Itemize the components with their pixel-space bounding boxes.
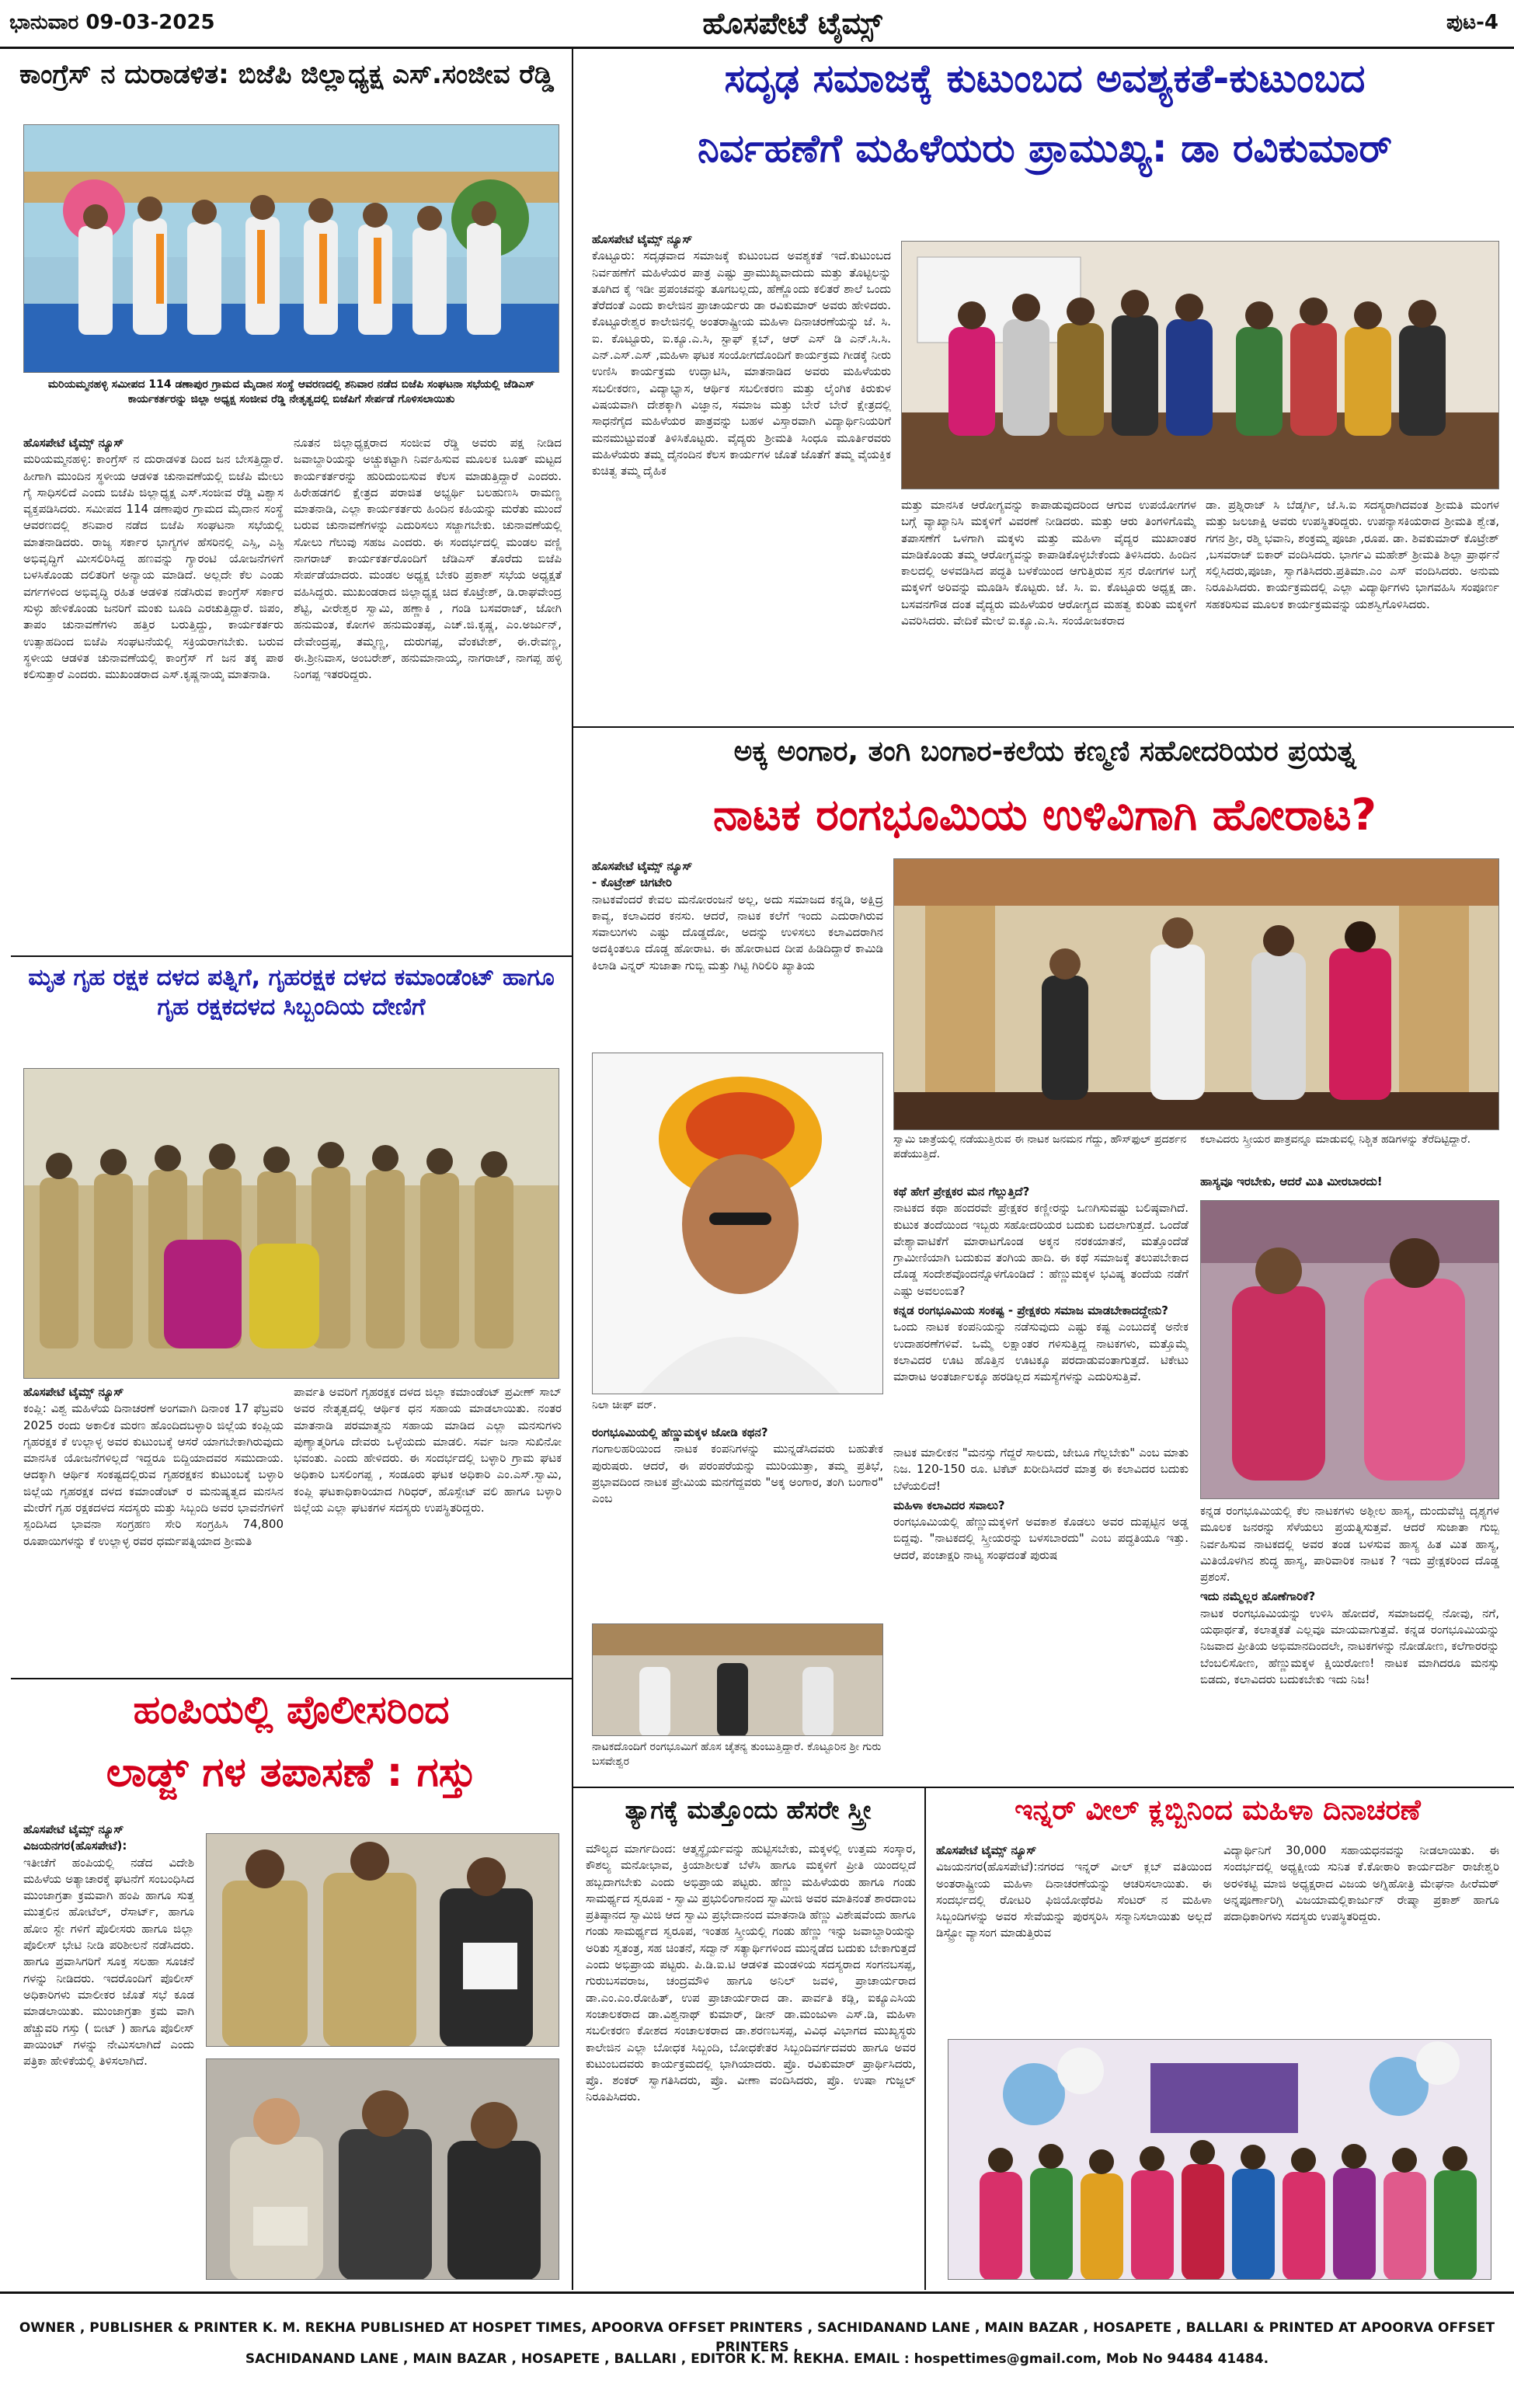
byline: ಹೊಸಪೇಟೆ ಟೈಮ್ಸ್ ನ್ಯೂಸ್ <box>592 859 693 873</box>
article-body-text: ಗಂಗಾಲಹರಿಯಿಂದ ನಾಟಕ ಕಂಪನಿಗಳನ್ನು ಮುನ್ನಡೆಸಿದವರು ಬಹುತೇಕ ಪುರುಷರು. ಆದರೆ, ಈ ಪರಂಪರೆಯನ್ನು ಮುರಿಯುತ್ತಾ, ತಮ್ಮ ಪ್ರತಿಭೆ, ಪ್ರಭಾವದಿಂದ ನಾಟಕ ಪ್ರೇಮಿಯ ಮನಗೆದ್ದವರು "ಅಕ್ಕ ಅಂಗಾರ, ತಂಗಿ ಬಂಗಾರ" ಎಂಬ <box>592 1442 883 1506</box>
photo-caption: ಸ್ವಾಮಿ ಜಾತ್ರೆಯಲ್ಲಿ ನಡೆಯುತ್ತಿರುವ ಈ ನಾಟಕ ಜನಮನ ಗೆದ್ದು, ಹೌಸ್‌ಫುಲ್ ಪ್ರದರ್ಶನ ಪಡೆಯುತ್ತಿದೆ. <box>893 1133 1187 1161</box>
subheading: ಇದು ನಮ್ಮೆಲ್ಲರ ಹೊಣೆಗಾರಿಕೆ? <box>1200 1589 1316 1604</box>
photo-caption: ಕಲಾವಿದರು ಸ್ತ್ರೀಯರ ಪಾತ್ರವನ್ನೂ ಮಾಡುವಲ್ಲಿ ನಿಶ್ಚಿತ ಹಡಿಗಳನ್ನು ತೆರೆದಿಟ್ಟಿದ್ದಾರೆ. <box>1200 1133 1471 1146</box>
newspaper-title: ಹೊಸಪೇಟೆ ಟೈಮ್ಸ್ <box>702 6 882 40</box>
news-photo <box>592 1623 883 1736</box>
article-body-text: ವಿದ್ಯಾರ್ಥಿನಿಗೆ 30,000 ಸಹಾಯಧನವನ್ನು ನೀಡಲಾಯಿತು. ಈ ಸಂದರ್ಭದಲ್ಲಿ ಅಧ್ಯಕ್ಷೀಯ ಸುನಿತ ಕೆ.ಕೋಠಾರಿ ಕಾರ್ಯದರ್ಶಿ ರಾಜೇಶ್ವರಿ ಅರಳಿಕಟ್ಟಿ ಮಾಜಿ ಅಧ್ಯಕ್ಷರಾದ ವಿಜಯ ಅಗ್ನಿಹೋತ್ರಿ ಮೇಘನಾ ಹೀರೆಮಠ್ ಅನ್ನಪೂರ್ಣಾರಿಗ್ಗಿ ವಿಜಯಾಮಲ್ಲಿಕಾರ್ಜುನ್ ರೇಷ್ಮಾ ಪ್ರಕಾಶ್ ಹಾಗೂ ಪದಾಧಿಕಾರಿಗಳು ಸದಸ್ಯರು ಉಪಸ್ಥಿತರಿದ್ದರು. <box>1223 1843 1499 1924</box>
issue-date: ಭಾನುವಾರ 09-03-2025 <box>9 11 215 34</box>
stage-performance-photo-image <box>894 859 1499 1130</box>
article-column-1 <box>23 1384 284 1710</box>
article-body-text: ನಾಟಕ ರಂಗಭೂಮಿಯನ್ನು ಉಳಿಸಿ ಹೋದರೆ, ಸಮಾಜದಲ್ಲಿ ನೋವು, ನಗೆ, ಯಥಾರ್ಥತೆ, ಕಲಾತ್ಮಕತೆ ಎಲ್ಲವೂ ಮಾಯವಾಗುತ್ತವೆ. ಕನ್ನಡ ರಂಗಭೂಮಿಯನ್ನು ನಿಜವಾದ ಪ್ರೀತಿಯ ಅಭಿಮಾನದಿಂದಲೇ, ನಾಟಕಗಳನ್ನು ನೋಡೋಣ, ಕಲೆಗಾರರನ್ನು ಬೆಂಬಲಿಸೋಣ, ಹೆಣ್ಣುಮಕ್ಕಳ ಕ್ಷಿಯಿರೋಣ! ನಾಟಕ ಮಾಗಿದರೂ ಮನಸ್ಸು ಬಿಡದು, ಕಲಾವಿದರು ಬದುಕಬೇಕು ಇದು ನಿಜ! <box>1200 1606 1499 1686</box>
headline-line-2: ನಿರ್ವಹಣೆಗೆ ಮಹಿಳೆಯರು ಪ್ರಾಮುಖ್ಯ: ಡಾ ರವಿಕುಮಾರ್ <box>698 126 1392 171</box>
sisters-photo-image <box>1201 1201 1499 1499</box>
news-photo <box>206 1833 559 2047</box>
footer-rule <box>0 2291 1514 2294</box>
byline: ಹೊಸಪೇಟೆ ಟೈಮ್ಸ್ ನ್ಯೂಸ್ <box>592 232 693 246</box>
photo-caption: ನಾಟಕದೊಂದಿಗೆ ರಂಗಭೂಮಿಗೆ ಹೊಸ ಚೈತನ್ಯ ತುಂಬುತ್ತಿದ್ದಾರೆ. ಕೊಟ್ಟೂರಿನ ಶ್ರೀ ಗುರು ಬಸವೇಶ್ವರ <box>592 1741 882 1768</box>
article-column-1 <box>23 435 284 948</box>
article-column-2 <box>294 1384 562 1710</box>
artist-portrait-photo-image <box>593 1053 883 1394</box>
article-body-text: ನಾಟಕ ಮಾಲೀಕನ "ಮನಸ್ಸು ಗೆದ್ದರೆ ಸಾಲದು, ಜೇಬೂ ಗೆಲ್ಲಬೇಕು" ಎಂಬ ಮಾತು ನಿಜ. 120-150 ರೂ. ಟಿಕೆಟ್ ಖರೀದಿಸಿದರೆ ಮಾತ್ರ ಈ ಕಲಾವಿದರ ಬದುಕು ಬೆಳೆಯಲಿದೆ! <box>893 1446 1189 1493</box>
author-name: - ಕೊಟ್ರೇಶ್ ಚಿಗಟೇರಿ <box>592 875 672 890</box>
news-photo <box>1200 1200 1499 1499</box>
article-column <box>586 1841 916 2284</box>
home-guard-photo-image <box>24 1069 559 1379</box>
headline: ಸದೃಢ ಸಮಾಜಕ್ಕೆ ಕುಟುಂಬದ ಅವಶ್ಯಕತೆ-ಕುಟುಂಬದ <box>724 56 1366 101</box>
subheading: ಕನ್ನಡ ರಂಗಭೂಮಿಯ ಸಂಕಷ್ಟ - ಪ್ರೇಕ್ಷಕರು ಸಮಾಜ ಮಾಡಬೇಕಾದದ್ದೇನು? <box>893 1303 1168 1318</box>
article-body-text: ನೂತನ ಜಿಲ್ಲಾಧ್ಯಕ್ಷರಾದ ಸಂಜೀವ ರೆಡ್ಡಿ ಅವರು ಪಕ್ಷ ನೀಡಿದ ಜವಾಬ್ದಾರಿಯನ್ನು ಅಚ್ಚುಕಟ್ಟಾಗಿ ನಿರ್ವಹಿಸುವ ಮೂಲಕ ಬೂತ್ ಮಟ್ಟದ ಕಾರ್ಯಕರ್ತರನ್ನು ಹುರಿದುಂಬಿಸುವ ಕೆಲಸ ಮಾಡುತ್ತಿದ್ದಾರೆ ಎಂದರು. ಹಿರೇಹಡಗಲಿ ಕ್ಷೇತ್ರದ ಪರಾಜಿತ ಅಭ್ಯರ್ಥಿ ಬಲಹುಣಸಿ ರಾಮಣ್ಣ ಮಾತನಾಡಿ, ಎಲ್ಲಾ ಕಾರ್ಯಕರ್ತರು ಹಿಂದಿನ ಕಹಿಯನ್ನು ಮರೆತು ಮುಂದೆ ಬರುವ ಚುನಾವಣೆಗಳನ್ನು ಎದುರಿಸಲು ಸಜ್ಜಾಗಬೇಕು. ಚುನಾವಣೆಯಲ್ಲಿ ಸೋಲು ಗೆಲುವು ಸಹಜ ಎಂದರು. ಈ ಸಂದರ್ಭದಲ್ಲಿ ಮಂಡಲ ವಣ್ಣಿ ನಾಗರಾಜ್ ಕಾರ್ಯಕರ್ತರೊಂದಿಗೆ ಜೆಡಿಎಸ್ ತೊರೆದು ಬಿಜೆಪಿ ಸೇರ್ಪಡೆಯಾದರು. ಮಂಡಲ ಅಧ್ಯಕ್ಷ ಬೇಕರಿ ಪ್ರಕಾಶ್ ಸಭೆಯ ಅಧ್ಯಕ್ಷತೆ ವಹಿಸಿದ್ದರು. ಮುಖಂಡರಾದ ಜಿಲ್ಲಾಧ್ಯಕ್ಷ ಚಿದ ಕೊಟ್ರೇಶ್, ಡಿ.ರಾಘವೇಂದ್ರ ಶೆಟ್ಟಿ, ವೀರೇಶ್ವರ ಸ್ವಾಮಿ, ಹಣ್ಣಾಕಿ , ಗಂಡಿ ಬಸವರಾಜ್, ಜೋಗಿ ಹನುಮಂತ, ಕೋಗಳಿ ಹನುಮಂತಪ್ಪ, ಎಚ್.ಜಿ.ಕೃಷ್ಣ, ಎಂ.ಅರ್ಜುನ್, ದೇವೇಂದ್ರಪ್ಪ, ತಮ್ಮಣ್ಣ, ದುರುಗಪ್ಪ, ವೆಂಕಟೇಶ್, ಈ.ರೇವಣ್ಣ, ಈ.ಶ್ರೀನಿವಾಸ, ಅಂಬರೇಶ್, ಹನುಮಾನಾಯ್ಕ, ನಾಗರಾಜ್, ನಾಗಪ್ಪ ಹಳ್ಳಿ ನಿಂಗಪ್ಪ ಇತರರಿದ್ದರು. <box>294 436 562 682</box>
headline: ತ್ಯಾಗಕ್ಕೆ ಮತ್ತೊಂದು ಹೆಸರೇ ಸ್ತ್ರೀ <box>625 1795 872 1825</box>
police-inspection-photo-image <box>207 1834 559 2047</box>
news-photo <box>23 1068 559 1379</box>
article-body-text: ಮತ್ತು ಮಾನಸಿಕ ಆರೋಗ್ಯವನ್ನು ಕಾಪಾಡುವುದರಿಂದ ಆಗುವ ಉಪಯೋಗಗಳ ಬಗ್ಗೆ ವ್ಯಾಖ್ಯಾನಿಸಿ ಮಕ್ಕಳಿಗೆ ವಿವರಣೆ ನೀಡಿದರು. ಮತ್ತು ಆರು ತಿಂಗಳಿಗೊಮ್ಮೆ ತಪಾಸಣೆಗೆ ಒಳಗಾಗಿ ಮಕ್ಕಳು ಮತ್ತು ಮಹಿಳಾ ವೈದ್ಯರ ಮುಖಾಂತರ ಮಾಡಿಕೊಂಡು ತಮ್ಮ ಆರೋಗ್ಯವನ್ನು ಕಾಪಾಡಿಕೊಳ್ಳಬೇಕೆಂದು ತಿಳಿಸಿದರು. ಹಿಂದಿನ ಕಾಲದಲ್ಲಿ ಅಳವಡಿಸಿದ ಪದ್ಧತಿ ಬಳಕೆಯಿಂದ ಆಗುತ್ತಿರುವ ಸ್ತನ ರೋಗಗಳ ಬಗ್ಗೆ ಮಕ್ಕಳಿಗೆ ಅರಿವನ್ನು ಮೂಡಿಸಿ ಕೊಟ್ಟರು. ಜೆ. ಸಿ. ಐ. ಕೊಟ್ಟೂರು ಅಧ್ಯಕ್ಷ ಡಾ. ಬಸವನಗೌಡ ದಂತ ವೈದ್ಯರು ಮಹಿಳೆಯರ ಆರೋಗ್ಯದ ಮಹತ್ವ ಕುರಿತು ಮಕ್ಕಳಿಗೆ ವಿವರಿಸಿದರು. ವೇದಿಕೆ ಮೇಲೆ ಐ.ಕ್ಯೂ.ಎ.ಸಿ. ಸಂಯೋಜಕರಾದ <box>901 498 1196 628</box>
column-divider <box>572 49 573 2290</box>
article-column <box>893 1181 1189 1437</box>
article-body-text: ಇತೀಚೆಗೆ ಹಂಪಿಯಲ್ಲಿ ನಡೆದ ವಿದೇಶಿ ಮಹಿಳೆಯ ಅತ್ಯಾಚಾರಕ್ಕೆ ಘಟನೆಗೆ ಸಂಬಂಧಿಸಿದ ಮುಂಜಾಗ್ರತಾ ಕ್ರಮವಾಗಿ ಹಂಪಿ ಹಾಗೂ ಸುತ್ತ ಮುತ್ತಲಿನ ಹೋಟೆಲ್, ರೆಸಾರ್ಟ್, ಹಾಗೂ ಹೋಂ ಸ್ಟೇ ಗಳಿಗೆ ಪೊಲೀಸರು ಹಾಗೂ ಜಿಲ್ಲಾ ಪೊಲೀಸ್ ಭೇಟಿ ನೀಡಿ ಪರಿಶೀಲನೆ ನಡೆಸಿದರು. ಹಾಗೂ ಪ್ರವಾಸಿಗರಿಗೆ ಸೂಕ್ತ ಸಲಹಾ ಸೂಚನೆ ಗಳನ್ನು ನೀಡಿದರು. ಇದರೊಂದಿಗೆ ಪೊಲೀಸ್ ಅಧಿಕಾರಿಗಳು ಮಾಲೀಕರ ಜೊತೆ ಸಭೆ ಕೂಡ ಮಾಡಲಾಯಿತು. ಮುಂಜಾಗ್ರತಾ ಕ್ರಮ ವಾಗಿ ಹೆಚ್ಚುವರಿ ಗಸ್ತು ( ಬೀಟ್ ) ಹಾಗೂ ಪೊಲೀಸ್ ಪಾಯಿಂಟ್ ಗಳನ್ನು ನೇಮಿಸಲಾಗಿದೆ ಎಂದು ಪತ್ರಿಕಾ ಹೇಳಿಕೆಯಲ್ಲಿ ತಿಳಿಸಲಾಗಿದೆ. <box>23 1855 194 2069</box>
subheading: ಹಾಸ್ಯವೂ ಇರಬೇಕು, ಆದರೆ ಮಿತಿ ಮೀರಬಾರದು! <box>1200 1174 1383 1188</box>
dateline: ವಿಜಯನಗರ(ಹೊಸಪೇಟೆ): <box>23 1839 127 1853</box>
photo-caption: ನಿಲಾ ಚೀಫ್ ವರ್. <box>592 1399 657 1411</box>
article-column-1 <box>936 1843 1212 2029</box>
news-photo <box>206 2058 559 2280</box>
byline: ಹೊಸಪೇಟೆ ಟೈಮ್ಸ್ ನ್ಯೂಸ್ <box>936 1843 1037 1857</box>
section-rule <box>573 726 1514 728</box>
article-body-text: ಒಂದು ನಾಟಕ ಕಂಪನಿಯನ್ನು ನಡೆಸುವುದು ಎಷ್ಟು ಕಷ್ಟ ಎಂಬುದಕ್ಕೆ ಅನೇಕ ಉದಾಹರಣೆಗಳಿವೆ. ಒಮ್ಮೆ ಲಕ್ಷಾಂತರ ಗಳಿಸುತ್ತಿದ್ದ ನಾಟಕಗಳು, ಮತ್ತೊಮ್ಮೆ ಕಲಾವಿದರ ಊಟ ಹೊತ್ತಿನ ಊಟಕ್ಕೂ ಪರದಾಡುವಂತಾಗುತ್ತದೆ. ಟಿಕೇಟು ಮಾರಾಟ ಅಂತರ್ಜಾಲಕ್ಕೂ ಹರಡಿಲ್ಲದ ಸಮಸ್ಯೆಗಳನ್ನು ಎದುರಿಸುತ್ತಿವೆ. <box>893 1320 1189 1384</box>
subheading: ಕಥೆ ಹೇಗೆ ಪ್ರೇಕ್ಷಕರ ಮನ ಗೆಲ್ಲುತ್ತಿದೆ? <box>893 1185 1030 1199</box>
imprint-line-1: OWNER , PUBLISHER & PRINTER K. M. REKHA PUBLISHED AT HOSPET TIMES, APOORVA OFFSET PRINTERS , SACHIDANAND LANE , MAIN BAZAR , HOSAPETE , BALLARI & PRINTED AT APOORVA OFFSET PRINTERS , <box>19 2320 1495 2355</box>
imprint-line-2: SACHIDANAND LANE , MAIN BAZAR , HOSAPETE , BALLARI , EDITOR K. M. REKHA. EMAIL : hospettimes@gmail.com, Mob No 94484 41484. <box>245 2351 1269 2367</box>
article-body-text: ಕೊಟ್ಟೂರು: ಸದೃಢವಾದ ಸಮಾಜಕ್ಕೆ ಕುಟುಂಬದ ಅವಶ್ಯಕತೆ ಇದೆ.ಕುಟುಂಬದ ನಿರ್ವಹಣೆಗೆ ಮಹಿಳೆಯರ ಪಾತ್ರ ಎಷ್ಟು ಪ್ರಾಮುಖ್ಯವಾದುದು ಮತ್ತು ತೊಟ್ಟಿಲನ್ನು ತೂಗಿದ ಕೈ ಇಡೀ ಪ್ರಪಂಚವನ್ನು ತೂಗಬಲ್ಲದು, ಹೆಣ್ಣೊಂದು ಕಲಿತರೆ ಶಾಲೆ ಒಂದು ತೆರೆದಂತೆ ಎಂದು ಕಾಲೇಜಿನ ಪ್ರಾಚಾರ್ಯರು ಡಾ ರವಿಕುಮಾರ್ ಅವರು ಹೇಳಿದರು. ಕೊಟ್ಟೂರೇಶ್ವರ ಕಾಲೇಜಿನಲ್ಲಿ ಅಂತರಾಷ್ಟ್ರೀಯ ಮಹಿಳಾ ದಿನಾಚರಣೆಯನ್ನು ಜೆ. ಸಿ. ಐ. ಕೊಟ್ಟೂರು, ಐ.ಕ್ಯೂ.ಎ.ಸಿ, ಸ್ಟಾಫ್ ಕ್ಲಬ್, ಆರ್ ಎಸ್ ಡಿ ಎನ್.ಸಿ.ಸಿ. ಎನ್.ಎಸ್.ಎಸ್ ,ಮಹಿಳಾ ಘಟಕ ಸಂಯೋಗದೊಂದಿಗೆ ಕಾರ್ಯಕ್ರಮ ಗೀಡಕ್ಕೆ ನೀರು ಉಣಿಸಿ ಕಾರ್ಯಕ್ರಮ ಉದ್ಘಾಟಿಸಿ, ಮಾತನಾಡಿದ ಅವರು ಮಹಿಳೆಯರು ಸಬಲೀಕರಣ, ವಿದ್ಯಾಭ್ಯಾಸ, ಆರ್ಥಿಕ ಸಬಲೀಕರಣ ಮತ್ತು ಲೈಂಗಿಕ ಕಿರುಕುಳ ವಿಷಯವಾಗಿ ದೇಶಕ್ಕಾಗಿ ವಿಜ್ಞಾನ, ಸಮಾಜ ಮತ್ತು ಬೇರೆ ಬೇರೆ ಕ್ಷೇತ್ರದಲ್ಲಿ ಸಾಧನೆಗೈದ ಮಹಿಳೆಯರ ಪಾತ್ರವನ್ನು ಬಹಳ ವಿಸ್ತಾರವಾಗಿ ವಿದ್ಯಾರ್ಥಿನಿಯರಿಗೆ ಮನಮುಟ್ಟುವಂತೆ ತಿಳಿಸಿಕೊಟ್ಟರು. ವೈದ್ಯರು ಶ್ರೀಮತಿ ಸಿಂಧೂ ಮೂರ್ತಿರವರು ಮಹಿಳೆಯರು ತಮ್ಮ ದೈನಂದಿನ ಕೆಲಸ ಕಾರ್ಯಗಳ ಜೊತೆ ಜೊತೆಗೆ ತಮ್ಮ ವೈಯಕ್ತಿಕ ಕುಚಿತ್ವ ತಮ್ಮ ದೈಹಿಕ <box>592 249 891 478</box>
article-body-text: ಕನ್ನಡ ರಂಗಭೂಮಿಯಲ್ಲಿ ಕೆಲ ನಾಟಕಗಳು ಅಶ್ಲೀಲ ಹಾಸ್ಯ, ದುಂದುವೆಚ್ಚಿ ದೃಶ್ಯಗಳ ಮೂಲಕ ಜನರನ್ನು ಸೆಳೆಯಲು ಪ್ರಯತ್ನಿಸುತ್ತವೆ. ಆದರೆ ಸುಜಾತಾ ಗುಬ್ಬಿ ನಿರ್ವಹಿಸುವ ನಾಟಕದಲ್ಲಿ ಅವರ ತಂಡ ಬಳಸುವ ಹಾಸ್ಯ ಹಿತ ಮಿತ ಹಾಸ್ಯ, ಮಿತಿಯೊಳಗಿನ ಶುದ್ಧ ಹಾಸ್ಯ, ಪಾರಿವಾರಿಕ ನಾಟಕ ? ಇದು ಪ್ರೇಕ್ಷಕರಿಂದ ದೊಡ್ಡ ಪ್ರಶಂಸೆ. <box>1200 1504 1499 1585</box>
byline: ಹೊಸಪೇಟೆ ಟೈಮ್ಸ್ ನ್ಯೂಸ್ <box>23 436 124 450</box>
section-rule <box>573 1787 1514 1788</box>
article-column-1 <box>23 1822 194 2280</box>
photo-caption: ಮರಿಯಮ್ಮನಹಳ್ಳಿ ಸಮೀಪದ 114 ಡಣಾಪುರ ಗ್ರಾಮದ ಮೈದಾನ ಸಂಸ್ಥೆ ಆವರಣದಲ್ಲಿ ಶನಿವಾರ ನಡೆದ ಬಿಜೆಪಿ ಸಂಘಟನಾ ಸಭೆಯಲ್ಲಿ ಜೆಡಿಎಸ್ ಕಾರ್ಯಕರ್ತರನ್ನು ಜಿಲ್ಲಾ ಅಧ್ಯಕ್ಷ ಸಂಜೀವ ರೆಡ್ಡಿ ನೇತೃತ್ವದಲ್ಲಿ ಬಿಜೆಪಿಗೆ ಸೇರ್ಪಡೆ ಗೊಳಿಸಲಾಯಿತು <box>47 378 535 405</box>
article-column-2 <box>294 435 562 948</box>
article-body-text: ಮೌಲ್ಯದ ಮಾರ್ಗದಿಂದ: ಆತ್ಮಸ್ಥೈರ್ಯವನ್ನು ಹುಟ್ಟಿಸಬೇಕು, ಮಕ್ಕಳಲ್ಲಿ ಉತ್ತಮ ಸಂಸ್ಕಾರ, ಕೌಶಲ್ಯ ಮನೋಭಾವ, ಕ್ರಿಯಾಶೀಲತೆ ಬೆಳೆಸಿ ಹಾಗೂ ಮಕ್ಕಳಿಗೆ ಪ್ರೀತಿ ಯಿಂದಲ್ಲದೆ ಹಬ್ಬದಾಗಬೇಕು ಎಂದು ಅಭಿಪ್ರಾಯ ಪಟ್ಟರು. ಹೆಣ್ಣು ಮಹಿಳೆಯರು ಹಾಗೂ ಗಂಡು ಸಾಮರ್ಥ್ಯದ ಸ್ವರೂಪ - ಸ್ವಾಮಿ ಪ್ರಭುಲಿಂಗಾನಂದ ಸ್ವಾಮೀಜಿ ಅವರ ಮಾತಿನಂತೆ ಶಾರದಾಂಬ ಪ್ರತಿಷ್ಠಾನದ ಸ್ವಾಮಿಜಿ ಆದ ಸ್ವಾಮಿ ಪ್ರಭೇದಾನಂದ ಮಾತನಾಡಿ ಹೆಣ್ಣು ವಿಶೇಷವೆಂದು ಹಾಗೂ ಗಂಡು ಸಾಮರ್ಥ್ಯದ ಸ್ವರೂಪ, ಇಂತಹ ಸ್ತ್ರೀಯಲ್ಲಿ ಗಂಡು ಹೆಣ್ಣು ಇನ್ನು ಜವಾಬ್ದಾರಿಯನ್ನು ಅರಿತು ಸ್ವತಂತ್ರ, ಸಹ ಚಿಂತನೆ, ಸದ್ವಾನ್ ಸತ್ಯಾರ್ಥಿಗಳಿಂದ ಮುನ್ನಡೆದ ಬದುಕು ಬೇಕಾಗುತ್ತದೆ ಎಂದು ಅಭಿಪ್ರಾಯ ಪಟ್ಟರು. ಪಿ.ಡಿ.ಐ.ಟಿ ಆಡಳಿತ ಮಂಡಳಿಯ ಸದಸ್ಯರಾದ ಸಂಗನಬಸಪ್ಪ, ಗುರುಬಸವರಾಜ, ಚಂದ್ರಮೌಳಿ ಹಾಗೂ ಅನಿಲ್ ಜವಳಿ, ಪ್ರಾಚಾರ್ಯರಾದ ಡಾ.ಎಂ.ಎಂ.ರೋಹಿತ್, ಉಪ ಪ್ರಾಚಾರ್ಯರಾದ ಡಾ. ಪಾರ್ವತಿ ಕಡ್ಲಿ, ಐಕ್ಯೂಎಸಿಯ ಸಂಚಾಲಕರಾದ ಡಾ.ವಿಶ್ವನಾಥ್ ಕುಮಾರ್, ಡೀನ್ ಡಾ.ಮಂಜುಳಾ ಎಸ್.ಡಿ, ಮಹಿಳಾ ಸಬಲೀಕರಣ ಕೋಶದ ಸಂಚಾಲಕರಾದ ಡಾ.ಶರಣಬಸಪ್ಪ, ವಿವಿಧ ವಿಭಾಗದ ಮುಖ್ಯಸ್ಥರು ಕಾಲೇಜಿನ ಎಲ್ಲಾ ಬೋಧಕ ಸಿಬ್ಬಂದಿ, ಬೋಧಕೇತರ ಸಿಬ್ಬಂದಿವರ್ಗದವರು ಹಾಗೂ ಅವರ ಕುಟುಂಬದವರು ಕಾರ್ಯಕ್ರಮದಲ್ಲಿ ಭಾಗಿಯಾದರು. ಪ್ರೊ. ರವಿಕುಮಾರ್ ಪ್ರಾರ್ಥಿಸಿದರು, ಪ್ರೊ. ಶಂಕರ್ ಸ್ವಾಗತಿಸಿದರು, ಪ್ರೊ. ವೀಣಾ ವಂದಿಸಿದರು, ಪ್ರೊ. ಉಷಾ ಗುಜ್ಜಲ್ ನಿರೂಪಿಸಿದರು. <box>586 1842 916 2104</box>
section-rule <box>11 955 572 957</box>
headline-line-2: ಲಾಡ್ಜ್ ಗಳ ತಪಾಸಣೆ : ಗಸ್ತು <box>106 1749 477 1796</box>
article-column-2 <box>1223 1843 1499 2029</box>
news-photo <box>901 241 1499 489</box>
article-body-text: ಕಂಪ್ಲಿ: ವಿಶ್ವ ಮಹಿಳೆಯ ದಿನಾಚರಣೆ ಅಂಗವಾಗಿ ದಿನಾಂಕ 17 ಫೆಬ್ರವರಿ 2025 ರಂದು ಅಕಾಲಿಕ ಮರಣ ಹೊಂದಿದಬಳ್ಳಾರಿ ಜಿಲ್ಲೆಯ ಕಂಪ್ಲಿಯ ಗೃಹರಕ್ಷಕ ಕೆ ಉಲ್ಲಾಳ್ಳ ಅವರ ಕುಟುಂಬಕ್ಕೆ ಆಸರೆ ಯಾಗಬೇಕಾಗಿರುವುದು ಮಾನಸಿಕ ಯೋಜನೆಗಳಿಲ್ಲದೆ ಇದ್ದರೂ ಬಿದ್ದಿಯಾದವರ ಸಮುದಾಯ. ಆದಕ್ಕಾಗಿ ಆರ್ಥಿಕ ಸಂಕಷ್ಟದಲ್ಲಿರುವ ಗೃಹರಕ್ಷಕನ ಕುಟುಂಬಕ್ಕೆ ಬಳ್ಳಾರಿ ಜಿಲ್ಲೆಯ ಗೃಹರಕ್ಷಕ ದಳದ ಕಮಾಂಡೆಂಟ್ ರ ಮನುಷ್ಯತ್ವದ ಮನಸಿನ ಮೇರೆಗೆ ಗೃಹ ರಕ್ಷಕದಳದ ಸದಸ್ಯರು ಮತ್ತು ಸಿಬ್ಬಂದಿ ಅವರ ಭಾವನೆಗಳಿಗೆ ಸ್ಪಂದಿಸಿದ ಭಾವನಾ ಸಂಗ್ರಹಣ ಸೇರಿ ಸಂಗ್ರಹಿಸಿ 74,800 ರೂಪಾಯಿಗಳನ್ನು ಕೆ ಉಲ್ಲಾಳ್ಳ ರವರ ಧರ್ಮಪತ್ನಿಯಾದ ಶ್ರೀಮತಿ <box>23 1401 284 1548</box>
headline: ಮೃತ ಗೃಹ ರಕ್ಷಕ ದಳದ ಪತ್ನಿಗೆ, ಗೃಹರಕ್ಷಕ ದಳದ ಕಮಾಂಡೆಂಟ್ ಹಾಗೂ ಗೃಹ ರಕ್ಷಕದಳದ ಸಿಬ್ಬಂದಿಯ ದೇಣಿಗೆ <box>28 964 555 1021</box>
article-body-text: ಮರಿಯಮ್ಮನಹಳ್ಳಿ: ಕಾಂಗ್ರೆಸ್ ನ ದುರಾಡಳಿತ ದಿಂದ ಜನ ಬೇಸತ್ತಿದ್ದಾರೆ. ಹೀಗಾಗಿ ಮುಂದಿನ ಸ್ಥಳೀಯ ಆಡಳಿತ ಚುನಾವಣೆಯಲ್ಲಿ ಬಿಜೆಪಿ ಮೇಲು ಗೈ ಸಾಧಿಸಲಿದೆ ಎಂದು ಬಿಜೆಪಿ ಜಿಲ್ಲಾಧ್ಯಕ್ಷ ಎಸ್.ಸಂಜೀವ ರೆಡ್ಡಿ ವಿಶ್ವಾಸ ವ್ಯಕ್ತಪಡಿಸಿದರು. ಸಮೀಪದ 114 ಡಣಾಪುರ ಗ್ರಾಮದ ಮೈದಾನ ಸಂಸ್ಥೆ ಆವರಣದಲ್ಲಿ ಶನಿವಾರ ನಡೆದ ಬಿಜೆಪಿ ಸಂಘಟನಾ ಸಭೆಯಲ್ಲಿ ಮಾತನಾಡಿದರು. ರಾಜ್ಯ ಸರ್ಕಾರ ಭಾಗ್ಯಗಳ ಹೆಸರಿನಲ್ಲಿ ಎಸ್ಸಿ, ಎಸ್ಟಿ ಅಭಿವೃದ್ಧಿಗೆ ಮೀಸಲಿರಿಸಿದ್ದ ಹಣವನ್ನು ಗ್ಯಾರಂಟಿ ಯೋಜನೆಗಳಿಗೆ ಬಳಸಿಕೊಂಡು ದಲಿತರಿಗೆ ಅನ್ಯಾಯ ಮಾಡಿದೆ. ಅಲ್ಲದೇ ಕೆಲ ಎಂಡು ವರ್ಗಗಳಿಂದ ಅಭಿವೃದ್ಧಿ ರಹಿತ ಆಡಳಿತ ನಡೆಸಿರುವ ಕಾಂಗ್ರೆಸ್ ಸರ್ಕಾರ ಸುಳ್ಳು ಹೇಳಿಕೊಂಡು ಜನರಿಗೆ ಮಂಕು ಬೂದಿ ಎರಚುತ್ತಿದ್ದಾರೆ. ಜಿಪಂ, ತಾಪಂ ಚುನಾವಣೆಗಳು ಹತ್ತಿರ ಬರುತ್ತಿದ್ದು, ಕಾರ್ಯಕರ್ತರು ಉತ್ಸಾಹದಿಂದ ಬಿಜೆಪಿ ಸಂಘಟನೆಯಲ್ಲಿ ಸಕ್ರಿಯರಾಗಬೇಕು. ಬರುವ ಸ್ಥಳೀಯ ಆಡಳಿತ ಚುನಾವಣೆಯಲ್ಲಿ ಕಾಂಗ್ರೆಸ್ ಗೆ ಜನ ತಕ್ಕ ಪಾಠ ಕಲಿಸುತ್ತಾರೆ ಎಂದರು. ಮುಖಂಡರಾದ ಎಸ್.ಕೃಷ್ಣನಾಯ್ಕ ಮಾತನಾಡಿ. <box>23 452 284 682</box>
column-divider <box>924 1788 926 2290</box>
byline: ಹೊಸಪೇಟೆ ಟೈಮ್ಸ್ ನ್ಯೂಸ್ <box>23 1822 124 1836</box>
article-column <box>1200 1503 1499 1779</box>
tourist-checking-photo-image <box>207 2059 559 2280</box>
article-intro <box>592 858 883 1045</box>
headline: ಕಾಂಗ್ರೆಸ್ ನ ದುರಾಡಳಿತ: ಬಿಜೆಪಿ ಜಿಲ್ಲಾಧ್ಯಕ್ಷ ಎಸ್.ಸಂಜೀವ ರೆಡ್ಡಿ <box>19 59 554 90</box>
article-body-text: ರಂಗಭೂಮಿಯಲ್ಲಿ ಹೆಣ್ಣುಮಕ್ಕಳಿಗೆ ಅವಕಾಶ ಕೊಡಲು ಅವರ ದುಪ್ಪಟ್ಟಿನ ಅಡ್ಡ ಬಿದ್ದವು. "ನಾಟಕದಲ್ಲಿ ಸ್ತ್ರೀಯರನ್ನು ಬಳಸಬಾರದು" ಎಂಬ ಪದ್ಧತಿಯೂ ಇತ್ತು. ಆದರೆ, ಪಂಚಾಕ್ಷರಿ ನಾಟ್ಯ ಸಂಘದಂತೆ ಪುರುಷ <box>893 1515 1189 1562</box>
article-body-text: ಡಾ. ಪ್ರಶ್ನಿರಾಜ್ ಸಿ ಬೆಡ್ಕರ್ಗಿ, ಜೆ.ಸಿ.ಐ ಸದಸ್ಯರಾಗಿದವಂತ ಶ್ರೀಮತಿ ಮಂಗಳ ಮತ್ತು ಜಲಜಾಕ್ಷಿ ಅವರು ಉಪಸ್ಥಿತರಿದ್ದರು. ಉಪನ್ಯಾಸಕಿಯರಾದ ಶ್ರೀಮತಿ ಶ್ವೇತ, ಗಗನ ಶ್ರೀ, ರಶ್ಮಿ ಭವಾನಿ, ಶಂಕ್ರಮ್ಮ ಪೂಜಾ ,ರೂಪ. ಡಾ. ಶಿವಕುಮಾರ್ ಕೊಟ್ರೇಶ್ ,ಬಸವರಾಜ್ ಬಿಕಾರ್ ವಂದಿಸಿದರು. ಭಾರ್ಗವಿ ಮಹೇಶ್ ಶ್ರೀಮತಿ ಶಿಲ್ಪಾ ಪ್ರಾರ್ಥನೆ ಸಲ್ಲಿಸಿದರು,ಪೂಜಾ, ಸ್ವಾಗತಿಸಿದರು.ಪ್ರತಿಮಾ.ಎಂ ಎಸ್ ವಂದಿಸಿದರು. ಅನುಮ ನಿರೂಪಿಸಿದರು. ಕಾರ್ಯಕ್ರಮದಲ್ಲಿ ಎಲ್ಲಾ ವಿದ್ಯಾರ್ಥಿಗಳು ಭಾಗವಹಿಸಿ ಸಂಪೂರ್ಣ ಸಹಕರಿಸುವ ಮೂಲಕ ಕಾರ್ಯಕ್ರಮವನ್ನು ಯಶಸ್ವಿಗೊಳಿಸಿದರು. <box>1206 498 1499 611</box>
stage-scene-photo-image <box>593 1624 883 1736</box>
article-body-text: ಪಾರ್ವತಿ ಅವರಿಗೆ ಗೃಹರಕ್ಷಕ ದಳದ ಜಿಲ್ಲಾ ಕಮಾಂಡೆಂಟ್ ಪ್ರವೀಣ್ ಸಾಬ್ ಅವರ ನೇತೃತ್ವದಲ್ಲಿ ಆರ್ಥಿಕ ಧನ ಸಹಾಯ ಮಾಡಲಾಯಿತು. ನಂತರ ಮಾತನಾಡಿ ಪರಮಾತ್ಮನು ಸಹಾಯ ಮಾಡಿದ ಎಲ್ಲಾ ಮನಸುಗಳು ಪುಣ್ಯಾತ್ಮರಿಗೂ ದೇವರು ಒಳ್ಳೆಯದು ಮಾಡಲಿ. ಸರ್ವ ಜನಾ ಸುಖಿನೋ ಭವಂತು. ಎಂದು ಹೇಳಿದರು. ಈ ಸಂದರ್ಭದಲ್ಲಿ ಬಳ್ಳಾರಿ ಗ್ರಾಮ ಘಟಕ ಅಧಿಕಾರಿ ಬಸಲಿಂಗಪ್ಪ , ಸಂಡೂರು ಘಟಕ ಅಧಿಕಾರಿ ಎಂ.ಎಸ್.ಸ್ವಾಮಿ, ಕಂಪ್ಲಿ ಘಟಕಾಧಿಕಾರಿಯಾದ ಗಿರಿಧರ್, ಹೊಸ್ಪೇಟ್ ವಲಿ ಹಾಗೂ ಬಳ್ಳಾರಿ ಜಿಲ್ಲೆಯ ಎಲ್ಲಾ ಘಟಕಗಳ ಸದಸ್ಯರು ಉಪಸ್ಥಿತರಿದ್ದರು. <box>294 1385 562 1515</box>
article-column <box>592 1421 883 1616</box>
byline: ಹೊಸಪೇಟೆ ಟೈಮ್ಸ್ ನ್ಯೂಸ್ <box>23 1385 124 1399</box>
news-photo <box>592 1053 883 1394</box>
womens-day-event-photo-image <box>902 242 1499 489</box>
headline: ನಾಟಕ ರಂಗಭೂಮಿಯ ಉಳಿವಿಗಾಗಿ ಹೋರಾಟ? <box>713 790 1377 840</box>
subheading: ಮಹಿಳಾ ಕಲಾವಿದರ ಸವಾಲು? <box>893 1498 1005 1512</box>
inner-wheel-group-photo-image <box>948 2040 1491 2280</box>
article-column <box>893 1445 1189 1779</box>
news-photo <box>948 2039 1491 2280</box>
page-number: ಪುಟ-4 <box>1446 11 1498 34</box>
news-photo <box>23 124 559 373</box>
group-photo-image <box>24 125 559 373</box>
kicker: ಅಕ್ಕ ಅಂಗಾರ, ತಂಗಿ ಬಂಗಾರ-ಕಲೆಯ ಕಣ್ಮಣಿ ಸಹೋದರಿಯರ ಪ್ರಯತ್ನ <box>733 736 1356 767</box>
article-body-text: ನಾಟಕವೆಂದರೆ ಕೇವಲ ಮನೋರಂಜನೆ ಅಲ್ಲ, ಅದು ಸಮಾಜದ ಕನ್ನಡಿ, ಅಕ್ಷಿದ್ರ ಕಾವ್ಯ, ಕಲಾವಿದರ ಕನಸು. ಆದರೆ, ನಾಟಕ ಕಲೆಗೆ ಇಂದು ಎದುರಾಗಿರುವ ಸವಾಲುಗಳು ಎಷ್ಟು ದೊಡ್ಡದೋ, ಅದನ್ನು ಉಳಿಸಲು ಕಲಾವಿದರಾಗಿನ ಅದಕ್ಕಿಂತಲೂ ದೊಡ್ಡ ಹೋರಾಟ. ಈ ಹೋರಾಟದ ದೀಪ ಹಿಡಿದಿದ್ದಾರೆ ಕಾಮಿಡಿ ಕಿಲಾಡಿ ವಿನ್ನರ್ ಸುಜಾತಾ ಗುಬ್ಬಿ ಮತ್ತು ಗಿಟ್ಟಿ ಗಿರಿಲಿರಿ ಖ್ಯಾತಿಯ <box>592 892 883 973</box>
section-rule <box>11 1678 572 1679</box>
subheading: ರಂಗಭೂಮಿಯಲ್ಲಿ ಹೆಣ್ಣುಮಕ್ಕಳ ಜೋಡಿ ಕಥನ? <box>592 1425 768 1439</box>
headline: ಇನ್ನರ್ ವೀಲ್ ಕ್ಲಬ್ಬಿನಿಂದ ಮಹಿಳಾ ದಿನಾಚರಣೆ <box>1015 1794 1421 1826</box>
masthead-rule <box>0 47 1514 49</box>
article-body-text: ನಾಟಕದ ಕಥಾ ಹಂದರವೇ ಪ್ರೇಕ್ಷಕರ ಕಣ್ಣೀರನ್ನು ಒಣಗಿಸುವಷ್ಟು ಬಲಿಷ್ಠವಾಗಿದೆ. ಕುಟುಕ ತಂದೆಯಿಂದ ಇಬ್ಬರು ಸಹೋದರಿಯರ ಬದುಕು ಬದಲಾಗುತ್ತದೆ. ಒಂದೆಡೆ ವೇಶ್ಯಾವಾಟಿಕೆಗೆ ಮಾರಾಟಗೊಂಡ ಅಕ್ಕನ ನರಕಯಾತನೆ, ಮತ್ತೊಂದೆಡೆ ಗ್ರಾಮೀಣಿಯಾಗಿ ಬದುಕುವ ತಂಗಿಯ ಹಾದಿ. ಈ ಕಥೆ ಸಮಾಜಕ್ಕೆ ತಲುಪಬೇಕಾದ ದೊಡ್ಡ ಸಂದೇಶವೊಂದನ್ನೊಳಗೊಂಡಿದೆ : ಹೆಣ್ಣುಮಕ್ಕಳ ಭವಿಷ್ಯ ತಂದೆಯ ನಡೆಗೆ ಎಷ್ಟು ಅವಲಂಬಿತ? <box>893 1201 1189 1298</box>
news-photo <box>893 858 1499 1130</box>
headline: ಹಂಪಿಯಲ್ಲಿ ಪೊಲೀಸರಿಂದ <box>133 1687 450 1732</box>
article-body-text: ವಿಜಯನಗರ(ಹೊಸಪೇಟೆ):ನಗರದ ಇನ್ನರ್ ವೀಲ್ ಕ್ಲಬ್ ವತಿಯಿಂದ ಅಂತರಾಷ್ಟ್ರೀಯ ಮಹಿಳಾ ದಿನಾಚರಣೆಯನ್ನು ಆಚರಿಸಲಾಯಿತು. ಈ ಸಂದರ್ಭದಲ್ಲಿ ರೋಟರಿ ಫಿಜಿಯೋಥೆರಪಿ ಸೆಂಟರ್ ನ ಮಹಿಳಾ ಸಿಬ್ಬಂದಿಗಳನ್ನು ಅವರ ಸೇವೆಯನ್ನು ಪುರಸ್ಕರಿಸಿ ಸನ್ಮಾನಿಸಲಾಯಿತು ಅಲ್ಲದೆ ಡಿಸ್ಟ್ರೋ ವ್ಯಾಸಂಗ ಮಾಡುತ್ತಿರುವ <box>936 1860 1212 1940</box>
